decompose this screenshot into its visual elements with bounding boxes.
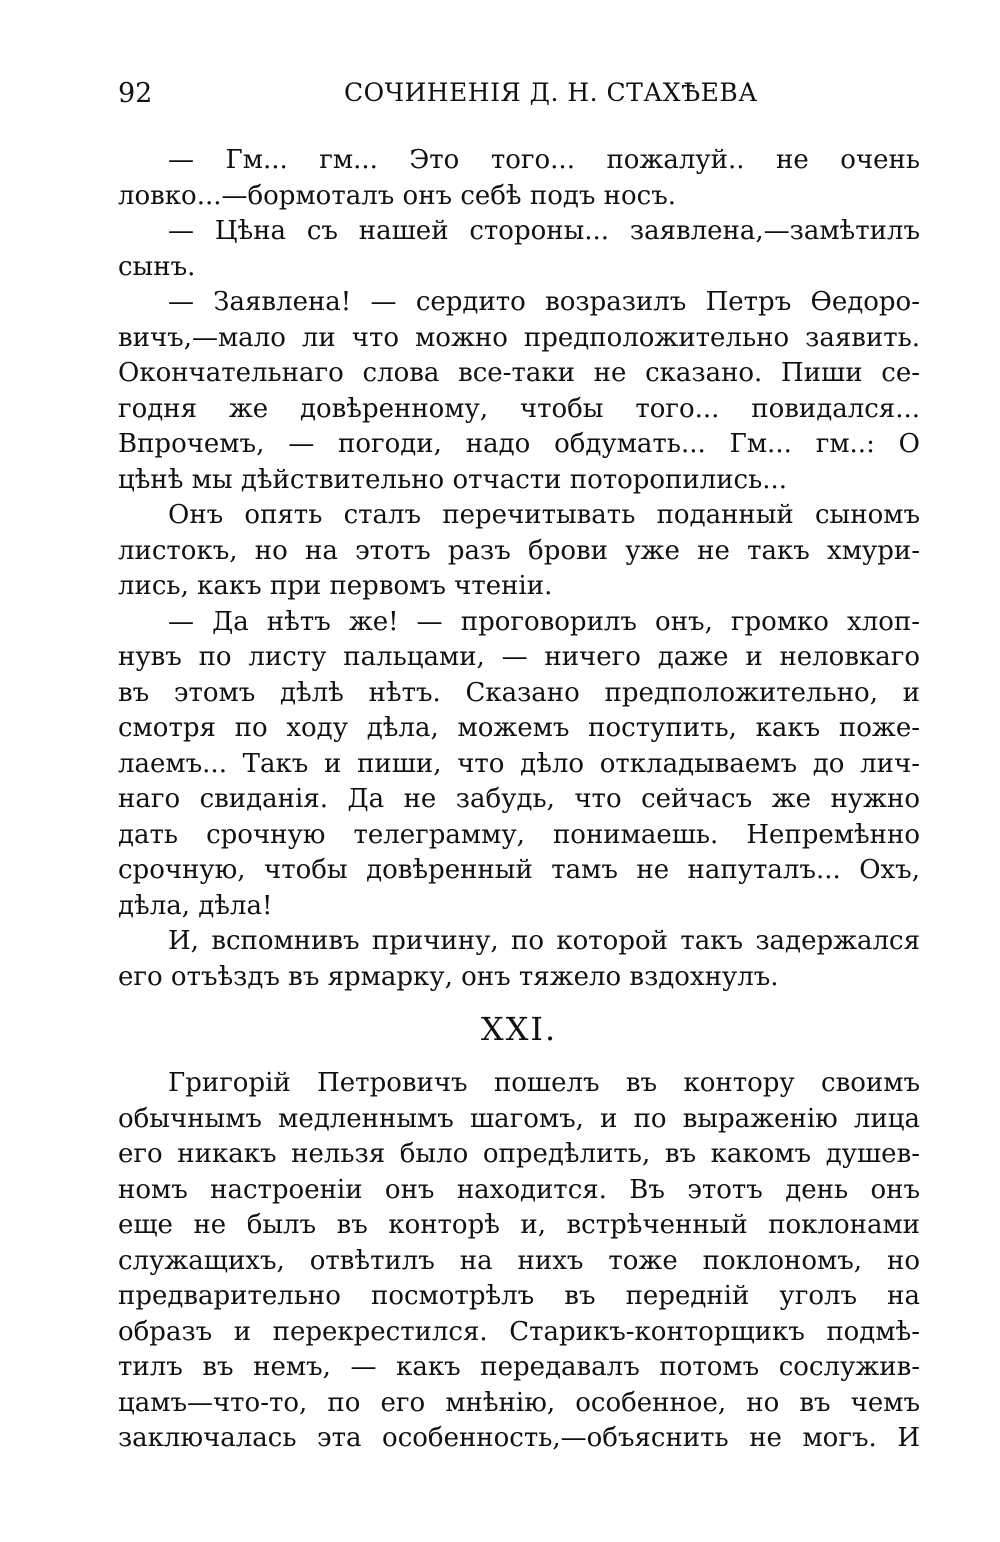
text-line: листокъ, но на этотъ разъ брови уже не такъ хмури- xyxy=(118,535,920,566)
text-line: номъ настроеніи онъ находится. Въ этотъ день онъ xyxy=(118,1174,920,1205)
text-line: И, вспомнивъ причину, по которой такъ задержался xyxy=(168,926,920,956)
text-line: Впрочемъ, — погоди, надо обдумать... Гм... гм..: О xyxy=(118,429,920,459)
text-line: сынъ. xyxy=(118,251,196,282)
text-line: — Заявлена! — сердито возразилъ Петръ Ѳедоро- xyxy=(168,287,920,317)
text-line: Онъ опять сталъ перечитывать поданный сыномъ xyxy=(168,500,920,530)
text-line: годня же довѣренному, чтобы того... повидался... xyxy=(118,393,920,424)
text-line: цѣнѣ мы дѣйствительно отчасти поторопились... xyxy=(118,464,788,495)
page-number: 92 xyxy=(118,78,153,109)
text-line: тилъ въ немъ, — какъ передавалъ потомъ сослужив- xyxy=(118,1352,920,1382)
text-block-2 xyxy=(118,1066,920,1457)
chapter-heading: XXI. xyxy=(480,1010,558,1048)
text-line: въ этомъ дѣлѣ нѣтъ. Сказано предположительно, и xyxy=(118,677,920,708)
text-line: обычнымъ медленнымъ шагомъ, и по выраженію лица xyxy=(118,1103,920,1134)
text-line: лись, какъ при первомъ чтеніи. xyxy=(118,571,553,601)
text-line: лаемъ... Такъ и пиши, что дѣло откладываемъ до лич- xyxy=(118,748,920,779)
text-line: образъ и перекрестился. Старикъ-конторщикъ подмѣ- xyxy=(118,1316,920,1347)
text-line: предварительно посмотрѣлъ въ передній уголъ на xyxy=(118,1281,920,1311)
text-line: дать срочную телеграмму, понимаешь. Непремѣнно xyxy=(118,819,920,850)
text-line: Григорій Петровичъ пошелъ въ контору своимъ xyxy=(168,1068,920,1098)
text-line: — Цѣна съ нашей стороны... заявлена,—замѣтилъ xyxy=(168,216,920,246)
running-title: СОЧИНЕНІЯ Д. Н. СТАХѢЕВА xyxy=(344,78,758,107)
text-line: ловко...—бормоталъ онъ себѣ подъ носъ. xyxy=(118,180,677,211)
text-line: дѣла, дѣла! xyxy=(118,890,273,921)
text-line: его отъѣздъ въ ярмарку, онъ тяжело вздохнулъ. xyxy=(118,961,779,992)
text-line: срочную, чтобы довѣренный тамъ не напуталъ... Охъ, xyxy=(118,855,920,885)
text-line: еще не былъ въ конторѣ и, встрѣченный поклонами xyxy=(118,1210,920,1240)
text-line: наго свиданія. Да не забудь, что сейчасъ же нужно xyxy=(118,784,920,814)
text-line: нувъ по листу пальцами, — ничего даже и неловкаго xyxy=(118,642,920,672)
text-line: смотря по ходу дѣла, можемъ поступить, какъ поже- xyxy=(118,713,920,743)
text-line: заключалась эта особенность,—объяснить не могъ. И xyxy=(118,1423,920,1453)
text-line: вичъ,—мало ли что можно предположительно заявить. xyxy=(118,322,920,353)
text-block-1 xyxy=(118,143,920,995)
page-header xyxy=(118,78,938,118)
text-line: цамъ—что-то, по его мнѣнію, особенное, но въ чемъ xyxy=(118,1387,920,1418)
text-line: — Гм... гм... Это того... пожалуй.. не очень xyxy=(168,145,920,175)
text-line: его никакъ нельзя было опредѣлить, въ какомъ душев- xyxy=(118,1139,920,1169)
text-line: Окончательнаго слова все-таки не сказано. Пиши се- xyxy=(118,358,920,388)
text-line: служащихъ, отвѣтилъ на нихъ тоже поклономъ, но xyxy=(118,1245,920,1276)
text-line: — Да нѣтъ же! — проговорилъ онъ, громко хлоп- xyxy=(168,606,920,637)
